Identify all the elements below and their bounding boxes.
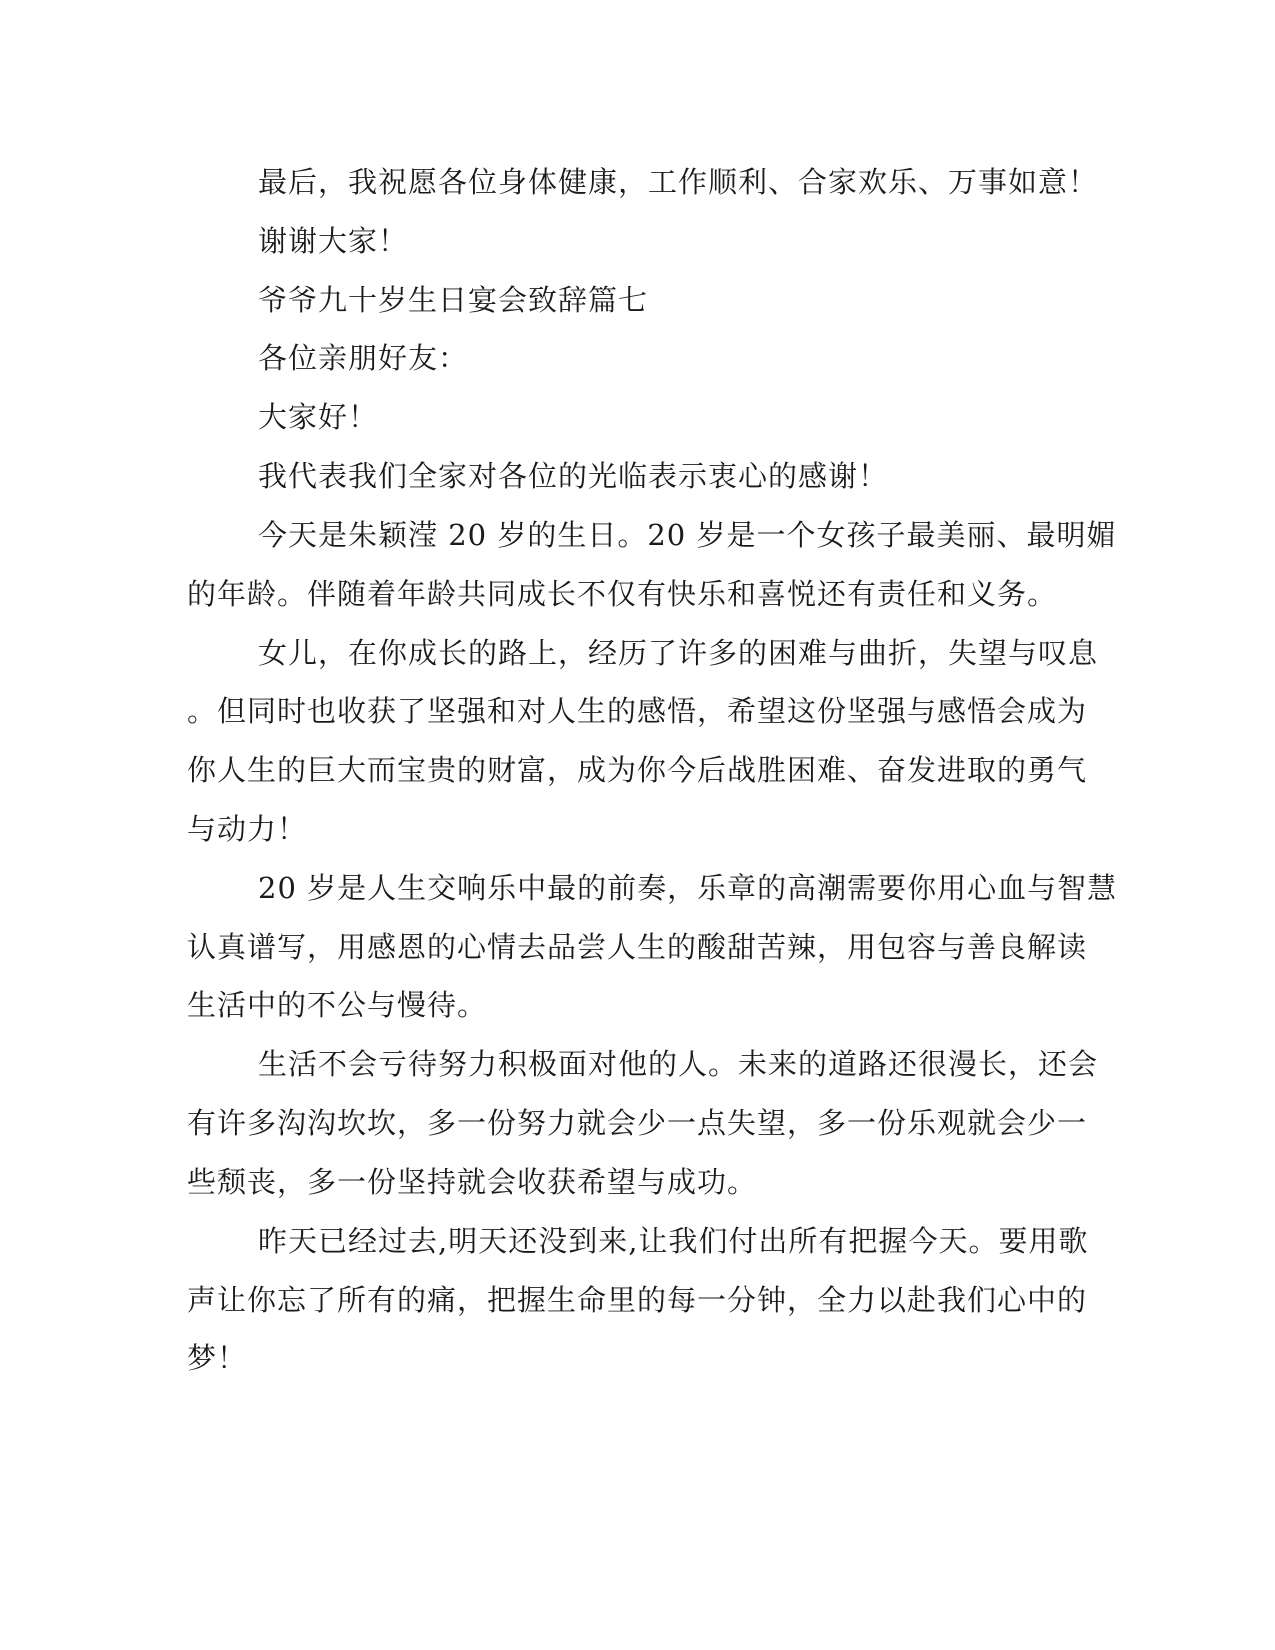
text-line: 女儿，在你成长的路上，经历了许多的困难与曲折，失望与叹息 [258, 636, 1099, 670]
text-line: 生活不会亏待努力积极面对他的人。未来的道路还很漫长，还会 [258, 1047, 1099, 1081]
text-line: 声让你忘了所有的痛，把握生命里的每一分钟，全力以赴我们心中的 [187, 1283, 1088, 1317]
text-line: 梦！ [187, 1341, 248, 1375]
text-line: 最后，我祝愿各位身体健康，工作顺利、合家欢乐、万事如意！ [258, 165, 1099, 199]
text-line: 有许多沟沟坎坎，多一份努力就会少一点失望，多一份乐观就会少一 [187, 1106, 1088, 1140]
text-line: 你人生的巨大而宝贵的财富，成为你今后战胜困难、奋发进取的勇气 [187, 753, 1088, 787]
text-line: 与动力！ [187, 812, 308, 846]
text-line: 大家好！ [258, 400, 379, 434]
text-line: 。但同时也收获了坚强和对人生的感悟，希望这份坚强与感悟会成为 [187, 694, 1088, 728]
text-line: 认真谱写，用感恩的心情去品尝人生的酸甜苦辣，用包容与善良解读 [187, 930, 1088, 964]
text-line: 些颓丧，多一份坚持就会收获希望与成功。 [187, 1165, 758, 1199]
text-line: 的年龄。伴随着年龄共同成长不仅有快乐和喜悦还有责任和义务。 [187, 577, 1058, 611]
salutation: 各位亲朋好友： [258, 341, 469, 375]
text-line: 谢谢大家！ [258, 224, 409, 258]
section-heading: 爷爷九十岁生日宴会致辞篇七 [258, 283, 649, 317]
text-line: 昨天已经过去,明天还没到来,让我们付出所有把握今天。要用歌 [258, 1224, 1089, 1258]
text-line: 今天是朱颖滢 20 岁的生日。20 岁是一个女孩子最美丽、最明媚 [258, 518, 1117, 552]
text-line: 20 岁是人生交响乐中最的前奏，乐章的高潮需要你用心血与智慧 [258, 871, 1118, 905]
text-line: 我代表我们全家对各位的光临表示衷心的感谢！ [258, 459, 889, 493]
text-line: 生活中的不公与慢待。 [187, 988, 488, 1022]
